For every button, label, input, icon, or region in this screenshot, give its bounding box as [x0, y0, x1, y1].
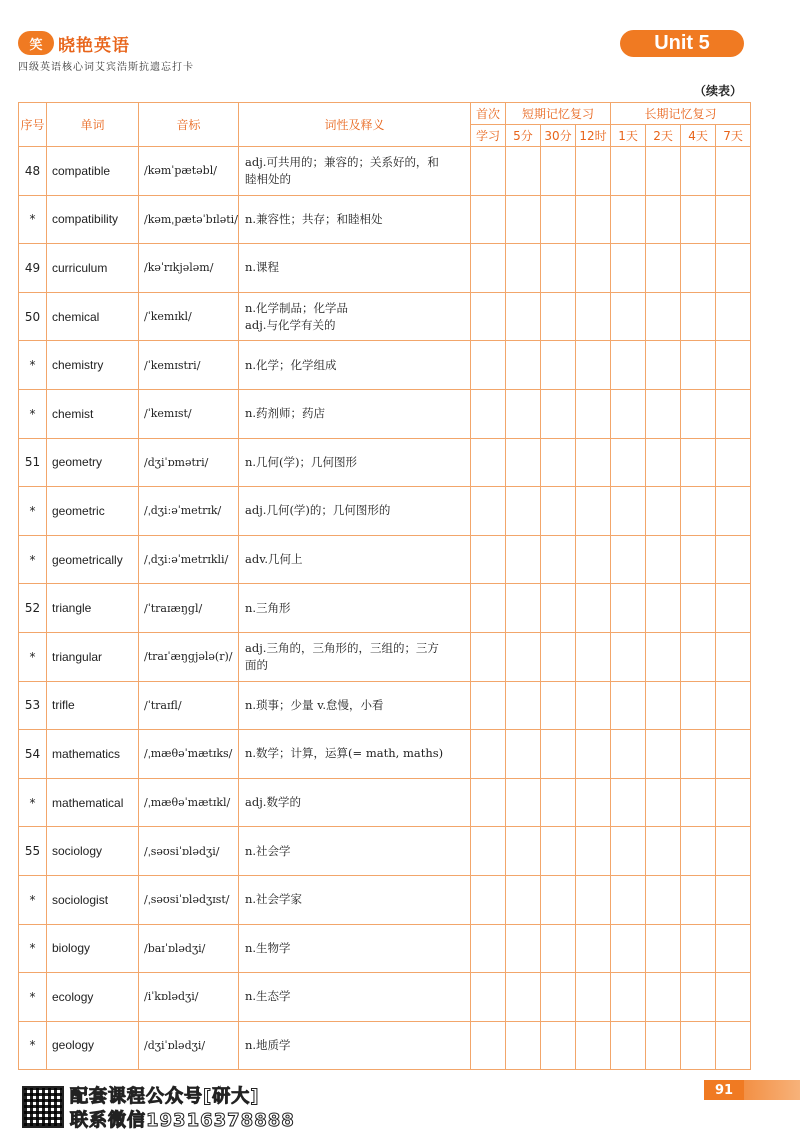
review-checkbox-cell[interactable] [541, 438, 576, 487]
review-checkbox-cell[interactable] [681, 147, 716, 196]
review-checkbox-cell[interactable] [471, 1021, 506, 1070]
review-checkbox-cell[interactable] [716, 244, 751, 293]
review-checkbox-cell[interactable] [506, 438, 541, 487]
review-checkbox-cell[interactable] [471, 924, 506, 973]
review-checkbox-cell[interactable] [471, 487, 506, 536]
review-checkbox-cell[interactable] [681, 244, 716, 293]
row-index: * [19, 875, 47, 924]
row-phonetic: /iˈkɒlədʒi/ [139, 973, 239, 1022]
review-checkbox-cell[interactable] [576, 973, 611, 1022]
review-checkbox-cell[interactable] [716, 195, 751, 244]
row-word: triangular [47, 632, 139, 681]
review-checkbox-cell[interactable] [611, 487, 646, 536]
header-interval: 12时 [576, 125, 611, 147]
table-row [19, 438, 751, 487]
row-index: 49 [19, 244, 47, 293]
review-checkbox-cell[interactable] [611, 341, 646, 390]
row-index: 48 [19, 147, 47, 196]
review-checkbox-cell[interactable] [611, 535, 646, 584]
row-definition: n.药剂师；药店 [239, 389, 471, 438]
review-checkbox-cell[interactable] [471, 875, 506, 924]
header-interval: 5分 [506, 125, 541, 147]
review-checkbox-cell[interactable] [471, 973, 506, 1022]
row-phonetic: /traɪˈæŋgjələ(r)/ [139, 632, 239, 681]
row-word: curriculum [47, 244, 139, 293]
header-phonetic: 音标 [139, 103, 239, 147]
row-definition: adv.几何上 [239, 535, 471, 584]
review-checkbox-cell[interactable] [681, 535, 716, 584]
review-checkbox-cell[interactable] [611, 924, 646, 973]
review-checkbox-cell[interactable] [646, 341, 681, 390]
review-checkbox-cell[interactable] [471, 730, 506, 779]
review-checkbox-cell[interactable] [576, 827, 611, 876]
review-checkbox-cell[interactable] [541, 827, 576, 876]
review-checkbox-cell[interactable] [576, 778, 611, 827]
vocabulary-table [18, 102, 751, 1070]
review-checkbox-cell[interactable] [576, 292, 611, 341]
row-phonetic: /kəˈrɪkjələm/ [139, 244, 239, 293]
row-phonetic: /dʒiˈɒmətri/ [139, 438, 239, 487]
review-checkbox-cell[interactable] [611, 827, 646, 876]
review-checkbox-cell[interactable] [716, 924, 751, 973]
row-index: 54 [19, 730, 47, 779]
review-checkbox-cell[interactable] [506, 924, 541, 973]
review-checkbox-cell[interactable] [646, 438, 681, 487]
review-checkbox-cell[interactable] [646, 535, 681, 584]
row-phonetic: /ˌsəʊsiˈɒlədʒɪst/ [139, 875, 239, 924]
review-checkbox-cell[interactable] [471, 681, 506, 730]
review-checkbox-cell[interactable] [681, 438, 716, 487]
review-checkbox-cell[interactable] [611, 438, 646, 487]
row-word: biology [47, 924, 139, 973]
table-row [19, 730, 751, 779]
promo-line-1: 配套课程公众号[研大] [70, 1086, 260, 1107]
row-phonetic: /kəmˈpætəbl/ [139, 147, 239, 196]
review-checkbox-cell[interactable] [471, 195, 506, 244]
row-index: * [19, 632, 47, 681]
review-checkbox-cell[interactable] [541, 1021, 576, 1070]
review-checkbox-cell[interactable] [716, 730, 751, 779]
qr-code [22, 1086, 64, 1128]
review-checkbox-cell[interactable] [576, 924, 611, 973]
review-checkbox-cell[interactable] [646, 924, 681, 973]
review-checkbox-cell[interactable] [716, 147, 751, 196]
row-definition: n.社会学 [239, 827, 471, 876]
row-definition: n.化学制品；化学品 adj.与化学有关的 [239, 292, 471, 341]
review-checkbox-cell[interactable] [611, 681, 646, 730]
row-definition: n.地质学 [239, 1021, 471, 1070]
review-checkbox-cell[interactable] [541, 924, 576, 973]
header-interval: 30分 [541, 125, 576, 147]
review-checkbox-cell[interactable] [611, 778, 646, 827]
review-checkbox-cell[interactable] [541, 147, 576, 196]
row-word: geometric [47, 487, 139, 536]
header-word: 单词 [47, 103, 139, 147]
row-word: compatibility [47, 195, 139, 244]
row-phonetic: /dʒiˈɒlədʒi/ [139, 1021, 239, 1070]
review-checkbox-cell[interactable] [506, 292, 541, 341]
row-definition: n.数学；计算，运算(= math, maths) [239, 730, 471, 779]
row-definition: n.生态学 [239, 973, 471, 1022]
review-checkbox-cell[interactable] [646, 778, 681, 827]
review-checkbox-cell[interactable] [506, 147, 541, 196]
review-checkbox-cell[interactable] [576, 195, 611, 244]
header-definition: 词性及释义 [239, 103, 471, 147]
review-checkbox-cell[interactable] [576, 1021, 611, 1070]
row-definition: n.几何(学)；几何图形 [239, 438, 471, 487]
page-number: 91 [704, 1080, 744, 1100]
brand-logo: 笑 [18, 31, 54, 55]
review-checkbox-cell[interactable] [646, 292, 681, 341]
header-first-study-top: 首次 [471, 103, 506, 125]
row-index: * [19, 195, 47, 244]
review-checkbox-cell[interactable] [576, 147, 611, 196]
review-checkbox-cell[interactable] [646, 389, 681, 438]
brand-name: 晓艳英语 [58, 35, 130, 56]
review-checkbox-cell[interactable] [716, 292, 751, 341]
row-phonetic: /ˌsəʊsiˈɒlədʒi/ [139, 827, 239, 876]
review-checkbox-cell[interactable] [646, 875, 681, 924]
review-checkbox-cell[interactable] [716, 778, 751, 827]
row-word: triangle [47, 584, 139, 633]
row-word: sociologist [47, 875, 139, 924]
review-checkbox-cell[interactable] [471, 778, 506, 827]
review-checkbox-cell[interactable] [681, 487, 716, 536]
review-checkbox-cell[interactable] [506, 535, 541, 584]
review-checkbox-cell[interactable] [611, 973, 646, 1022]
table-row [19, 924, 751, 973]
row-definition: adj.可共用的；兼容的；关系好的，和 睦相处的 [239, 147, 471, 196]
row-definition: n.课程 [239, 244, 471, 293]
row-index: * [19, 973, 47, 1022]
table-body [19, 147, 751, 1070]
review-checkbox-cell[interactable] [541, 292, 576, 341]
row-definition: n.琐事；少量 v.怠慢，小看 [239, 681, 471, 730]
review-checkbox-cell[interactable] [541, 778, 576, 827]
row-index: * [19, 1021, 47, 1070]
review-checkbox-cell[interactable] [646, 681, 681, 730]
row-index: * [19, 341, 47, 390]
review-checkbox-cell[interactable] [646, 730, 681, 779]
review-checkbox-cell[interactable] [541, 244, 576, 293]
table-row [19, 584, 751, 633]
row-definition: adj.几何(学)的；几何图形的 [239, 487, 471, 536]
row-phonetic: /baɪˈɒlədʒi/ [139, 924, 239, 973]
review-checkbox-cell[interactable] [611, 632, 646, 681]
table-row [19, 195, 751, 244]
review-checkbox-cell[interactable] [506, 681, 541, 730]
review-checkbox-cell[interactable] [646, 147, 681, 196]
review-checkbox-cell[interactable] [611, 875, 646, 924]
header-first-study-bottom: 学习 [471, 125, 506, 147]
review-checkbox-cell[interactable] [716, 681, 751, 730]
row-word: mathematics [47, 730, 139, 779]
review-checkbox-cell[interactable] [541, 730, 576, 779]
review-checkbox-cell[interactable] [471, 535, 506, 584]
row-index: * [19, 778, 47, 827]
review-checkbox-cell[interactable] [576, 535, 611, 584]
review-checkbox-cell[interactable] [471, 244, 506, 293]
row-phonetic: /kəmˌpætəˈbɪləti/ [139, 195, 239, 244]
review-checkbox-cell[interactable] [471, 389, 506, 438]
review-checkbox-cell[interactable] [646, 1021, 681, 1070]
review-checkbox-cell[interactable] [646, 827, 681, 876]
review-checkbox-cell[interactable] [681, 292, 716, 341]
row-phonetic: /ˈtraɪæŋgl/ [139, 584, 239, 633]
review-checkbox-cell[interactable] [716, 827, 751, 876]
review-checkbox-cell[interactable] [681, 924, 716, 973]
review-checkbox-cell[interactable] [576, 389, 611, 438]
review-checkbox-cell[interactable] [576, 681, 611, 730]
review-checkbox-cell[interactable] [506, 973, 541, 1022]
review-checkbox-cell[interactable] [576, 875, 611, 924]
review-checkbox-cell[interactable] [576, 584, 611, 633]
row-index: 52 [19, 584, 47, 633]
review-checkbox-cell[interactable] [681, 778, 716, 827]
review-checkbox-cell[interactable] [541, 632, 576, 681]
review-checkbox-cell[interactable] [506, 778, 541, 827]
row-index: * [19, 924, 47, 973]
subtitle: 四级英语核心词艾宾浩斯抗遗忘打卡 [18, 62, 194, 73]
review-checkbox-cell[interactable] [681, 584, 716, 633]
row-phonetic: /ˌmæθəˈmætɪks/ [139, 730, 239, 779]
review-checkbox-cell[interactable] [471, 147, 506, 196]
row-word: ecology [47, 973, 139, 1022]
table-row [19, 389, 751, 438]
row-index: * [19, 389, 47, 438]
review-checkbox-cell[interactable] [611, 244, 646, 293]
row-word: chemical [47, 292, 139, 341]
row-definition: adj.三角的，三角形的，三组的；三方 面的 [239, 632, 471, 681]
header-interval: 2天 [646, 125, 681, 147]
review-checkbox-cell[interactable] [681, 341, 716, 390]
header-interval: 4天 [681, 125, 716, 147]
row-index: 53 [19, 681, 47, 730]
review-checkbox-cell[interactable] [716, 487, 751, 536]
review-checkbox-cell[interactable] [681, 195, 716, 244]
review-checkbox-cell[interactable] [506, 341, 541, 390]
table-row [19, 535, 751, 584]
row-phonetic: /ˌdʒiːəˈmetrɪkli/ [139, 535, 239, 584]
header-index: 序号 [19, 103, 47, 147]
review-checkbox-cell[interactable] [646, 244, 681, 293]
header-long-term: 长期记忆复习 [611, 103, 751, 125]
header-interval: 1天 [611, 125, 646, 147]
review-checkbox-cell[interactable] [471, 341, 506, 390]
review-checkbox-cell[interactable] [576, 632, 611, 681]
row-word: geometrically [47, 535, 139, 584]
row-index: 50 [19, 292, 47, 341]
review-checkbox-cell[interactable] [611, 292, 646, 341]
row-word: sociology [47, 827, 139, 876]
review-checkbox-cell[interactable] [506, 244, 541, 293]
review-checkbox-cell[interactable] [646, 487, 681, 536]
review-checkbox-cell[interactable] [646, 973, 681, 1022]
row-phonetic: /ˈtraɪfl/ [139, 681, 239, 730]
row-index: 55 [19, 827, 47, 876]
review-checkbox-cell[interactable] [716, 535, 751, 584]
header-interval: 7天 [716, 125, 751, 147]
review-checkbox-cell[interactable] [681, 632, 716, 681]
promo-line-2: 联系微信19316378888 [70, 1110, 295, 1131]
review-checkbox-cell[interactable] [681, 730, 716, 779]
review-checkbox-cell[interactable] [471, 584, 506, 633]
header-short-term: 短期记忆复习 [506, 103, 611, 125]
review-checkbox-cell[interactable] [611, 730, 646, 779]
table-row [19, 1021, 751, 1070]
review-checkbox-cell[interactable] [506, 195, 541, 244]
row-phonetic: /ˌdʒiːəˈmetrɪk/ [139, 487, 239, 536]
table-row [19, 632, 751, 681]
review-checkbox-cell[interactable] [716, 632, 751, 681]
row-definition: n.化学；化学组成 [239, 341, 471, 390]
review-checkbox-cell[interactable] [541, 487, 576, 536]
review-checkbox-cell[interactable] [471, 827, 506, 876]
row-word: chemist [47, 389, 139, 438]
brand [18, 30, 130, 56]
review-checkbox-cell[interactable] [611, 584, 646, 633]
review-checkbox-cell[interactable] [681, 973, 716, 1022]
review-checkbox-cell[interactable] [471, 292, 506, 341]
review-checkbox-cell[interactable] [646, 584, 681, 633]
row-word: geology [47, 1021, 139, 1070]
review-checkbox-cell[interactable] [716, 584, 751, 633]
review-checkbox-cell[interactable] [576, 438, 611, 487]
review-checkbox-cell[interactable] [541, 875, 576, 924]
review-checkbox-cell[interactable] [716, 341, 751, 390]
review-checkbox-cell[interactable] [541, 681, 576, 730]
review-checkbox-cell[interactable] [611, 389, 646, 438]
review-checkbox-cell[interactable] [716, 389, 751, 438]
review-checkbox-cell[interactable] [716, 973, 751, 1022]
review-checkbox-cell[interactable] [716, 875, 751, 924]
review-checkbox-cell[interactable] [646, 632, 681, 681]
row-phonetic: /ˌmæθəˈmætɪkl/ [139, 778, 239, 827]
review-checkbox-cell[interactable] [681, 389, 716, 438]
review-checkbox-cell[interactable] [681, 875, 716, 924]
row-definition: n.三角形 [239, 584, 471, 633]
row-word: chemistry [47, 341, 139, 390]
row-index: 51 [19, 438, 47, 487]
review-checkbox-cell[interactable] [506, 389, 541, 438]
review-checkbox-cell[interactable] [576, 341, 611, 390]
review-checkbox-cell[interactable] [576, 487, 611, 536]
review-checkbox-cell[interactable] [576, 730, 611, 779]
unit-badge: Unit 5 [620, 30, 744, 57]
review-checkbox-cell[interactable] [506, 875, 541, 924]
review-checkbox-cell[interactable] [506, 487, 541, 536]
review-checkbox-cell[interactable] [541, 195, 576, 244]
row-definition: n.兼容性；共存；和睦相处 [239, 195, 471, 244]
table-row [19, 341, 751, 390]
row-phonetic: /ˈkemɪst/ [139, 389, 239, 438]
row-word: mathematical [47, 778, 139, 827]
review-checkbox-cell[interactable] [541, 389, 576, 438]
review-checkbox-cell[interactable] [541, 584, 576, 633]
review-checkbox-cell[interactable] [471, 438, 506, 487]
review-checkbox-cell[interactable] [471, 632, 506, 681]
row-word: geometry [47, 438, 139, 487]
table-row [19, 681, 751, 730]
row-definition: n.生物学 [239, 924, 471, 973]
row-phonetic: /ˈkemɪstri/ [139, 341, 239, 390]
row-word: trifle [47, 681, 139, 730]
review-checkbox-cell[interactable] [681, 1021, 716, 1070]
review-checkbox-cell[interactable] [506, 584, 541, 633]
table-row [19, 147, 751, 196]
table-row [19, 487, 751, 536]
review-checkbox-cell[interactable] [681, 681, 716, 730]
review-checkbox-cell[interactable] [506, 1021, 541, 1070]
review-checkbox-cell[interactable] [646, 195, 681, 244]
review-checkbox-cell[interactable] [541, 535, 576, 584]
review-checkbox-cell[interactable] [716, 438, 751, 487]
continued-label: （续表） [693, 84, 742, 98]
table-row [19, 778, 751, 827]
review-checkbox-cell[interactable] [576, 244, 611, 293]
row-definition: adj.数学的 [239, 778, 471, 827]
review-checkbox-cell[interactable] [506, 632, 541, 681]
row-phonetic: /ˈkemɪkl/ [139, 292, 239, 341]
review-checkbox-cell[interactable] [611, 195, 646, 244]
row-index: * [19, 487, 47, 536]
review-checkbox-cell[interactable] [541, 341, 576, 390]
review-checkbox-cell[interactable] [611, 1021, 646, 1070]
row-index: * [19, 535, 47, 584]
review-checkbox-cell[interactable] [681, 827, 716, 876]
review-checkbox-cell[interactable] [716, 1021, 751, 1070]
review-checkbox-cell[interactable] [611, 147, 646, 196]
review-checkbox-cell[interactable] [506, 730, 541, 779]
table-row [19, 244, 751, 293]
row-word: compatible [47, 147, 139, 196]
review-checkbox-cell[interactable] [506, 827, 541, 876]
review-checkbox-cell[interactable] [541, 973, 576, 1022]
table-row [19, 827, 751, 876]
table-row [19, 292, 751, 341]
row-definition: n.社会学家 [239, 875, 471, 924]
table-row [19, 973, 751, 1022]
table-row [19, 875, 751, 924]
